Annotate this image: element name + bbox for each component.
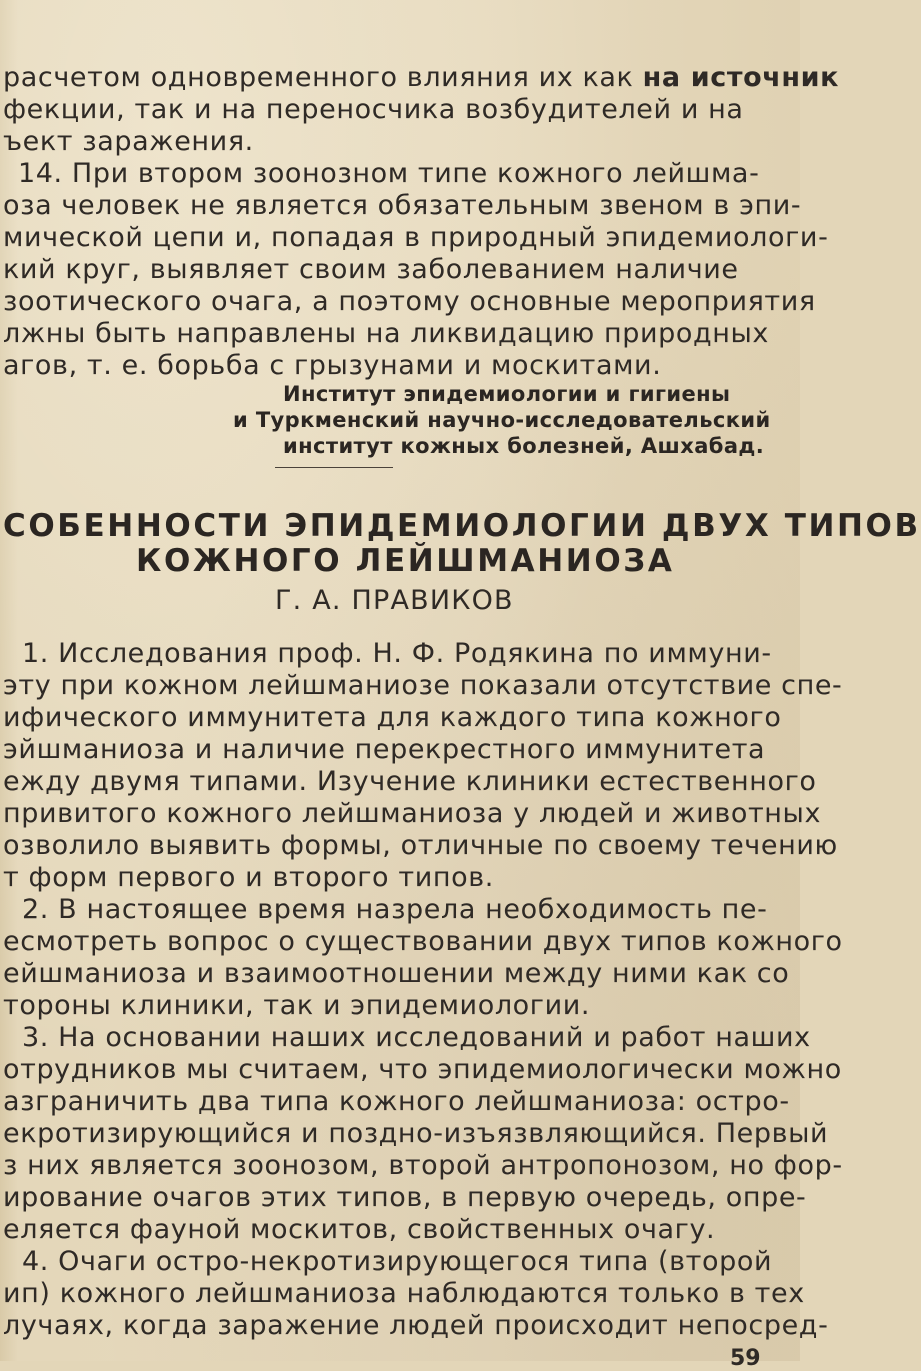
text-line: агов, т. е. борьба с грызунами и москитами. [3,350,662,381]
institute-line: и Туркменский научно-исследовательский [233,408,771,432]
text-line: ейшманиоза и взаимоотношении между ними как со [3,958,790,989]
author-name: Г. А. ПРАВИКОВ [275,585,514,616]
text-line: ирование очагов этих типов, в первую очередь, опре- [3,1182,807,1213]
text-line: отрудников мы считаем, что эпидемиологически можно [3,1054,842,1085]
heading-line: СОБЕННОСТИ ЭПИДЕМИОЛОГИИ ДВУХ ТИПОВ [3,508,921,544]
text-line: зоотического очага, а поэтому основные мероприятия [3,286,816,317]
text-line: ъект заражения. [3,126,254,157]
text-line: з них является зоонозом, второй антропонозом, но фор- [3,1150,843,1181]
text-line: есмотреть вопрос о существовании двух типов кожного [3,926,843,957]
text-line: расчетом одновременного влияния их как на источник [3,62,840,93]
text-line: 4. Очаги остро-некротизирующегося типа (второй [22,1246,773,1277]
text-line: эту при кожном лейшманиозе показали отсутствие спе- [3,670,843,701]
text-line: еляется фауной москитов, свойственных очагу. [3,1214,716,1245]
text-line: 2. В настоящее время назрела необходимость пе- [22,894,768,925]
text-line: эйшманиоза и наличие перекрестного иммунитета [3,734,766,765]
text-line: привитого кожного лейшманиоза у людей и животных [3,798,822,829]
bold-fragment: на источник [642,62,840,93]
text-line: азграничить два типа кожного лейшманиоза: остро- [3,1086,790,1117]
institute-line: институт кожных болезней, Ашхабад. [283,434,765,458]
text-line: фекции, так и на переносчика возбудителей и на [3,94,744,125]
text-line: ежду двумя типами. Изучение клиники естественного [3,766,817,797]
text-line: мической цепи и, попадая в природный эпидемиологи- [3,222,829,253]
text-line: ип) кожного лейшманиоза наблюдаются только в тех [3,1278,805,1309]
text-line: екротизирующийся и поздно-изъязвляющийся. Первый [3,1118,829,1149]
institute-line: Институт эпидемиологии и гигиены [283,382,731,406]
text-line: озволило выявить формы, отличные по своему течению [3,830,838,861]
text-line: т форм первого и второго типов. [3,862,494,893]
text-line: лжны быть направлены на ликвидацию природных [3,318,770,349]
text-line: ифического иммунитета для каждого типа кожного [3,702,782,733]
text-line: оза человек не является обязательным звеном в эпи- [3,190,802,221]
text-line: 1. Исследования проф. Н. Ф. Родякина по иммуни- [22,638,772,669]
text-line: лучаях, когда заражение людей происходит непосред- [3,1310,829,1341]
section-divider [275,467,393,468]
text-line: 3. На основании наших исследований и работ наших [22,1022,811,1053]
heading-line: КОЖНОГО ЛЕЙШМАНИОЗА [136,543,675,579]
text-line: тороны клиники, так и эпидемиологии. [3,990,591,1021]
text-line: 14. При втором зоонозном типе кожного лейшма- [18,158,760,189]
page-number: 59 [730,1346,761,1371]
text-line: кий круг, выявляет своим заболеванием наличие [3,254,739,285]
